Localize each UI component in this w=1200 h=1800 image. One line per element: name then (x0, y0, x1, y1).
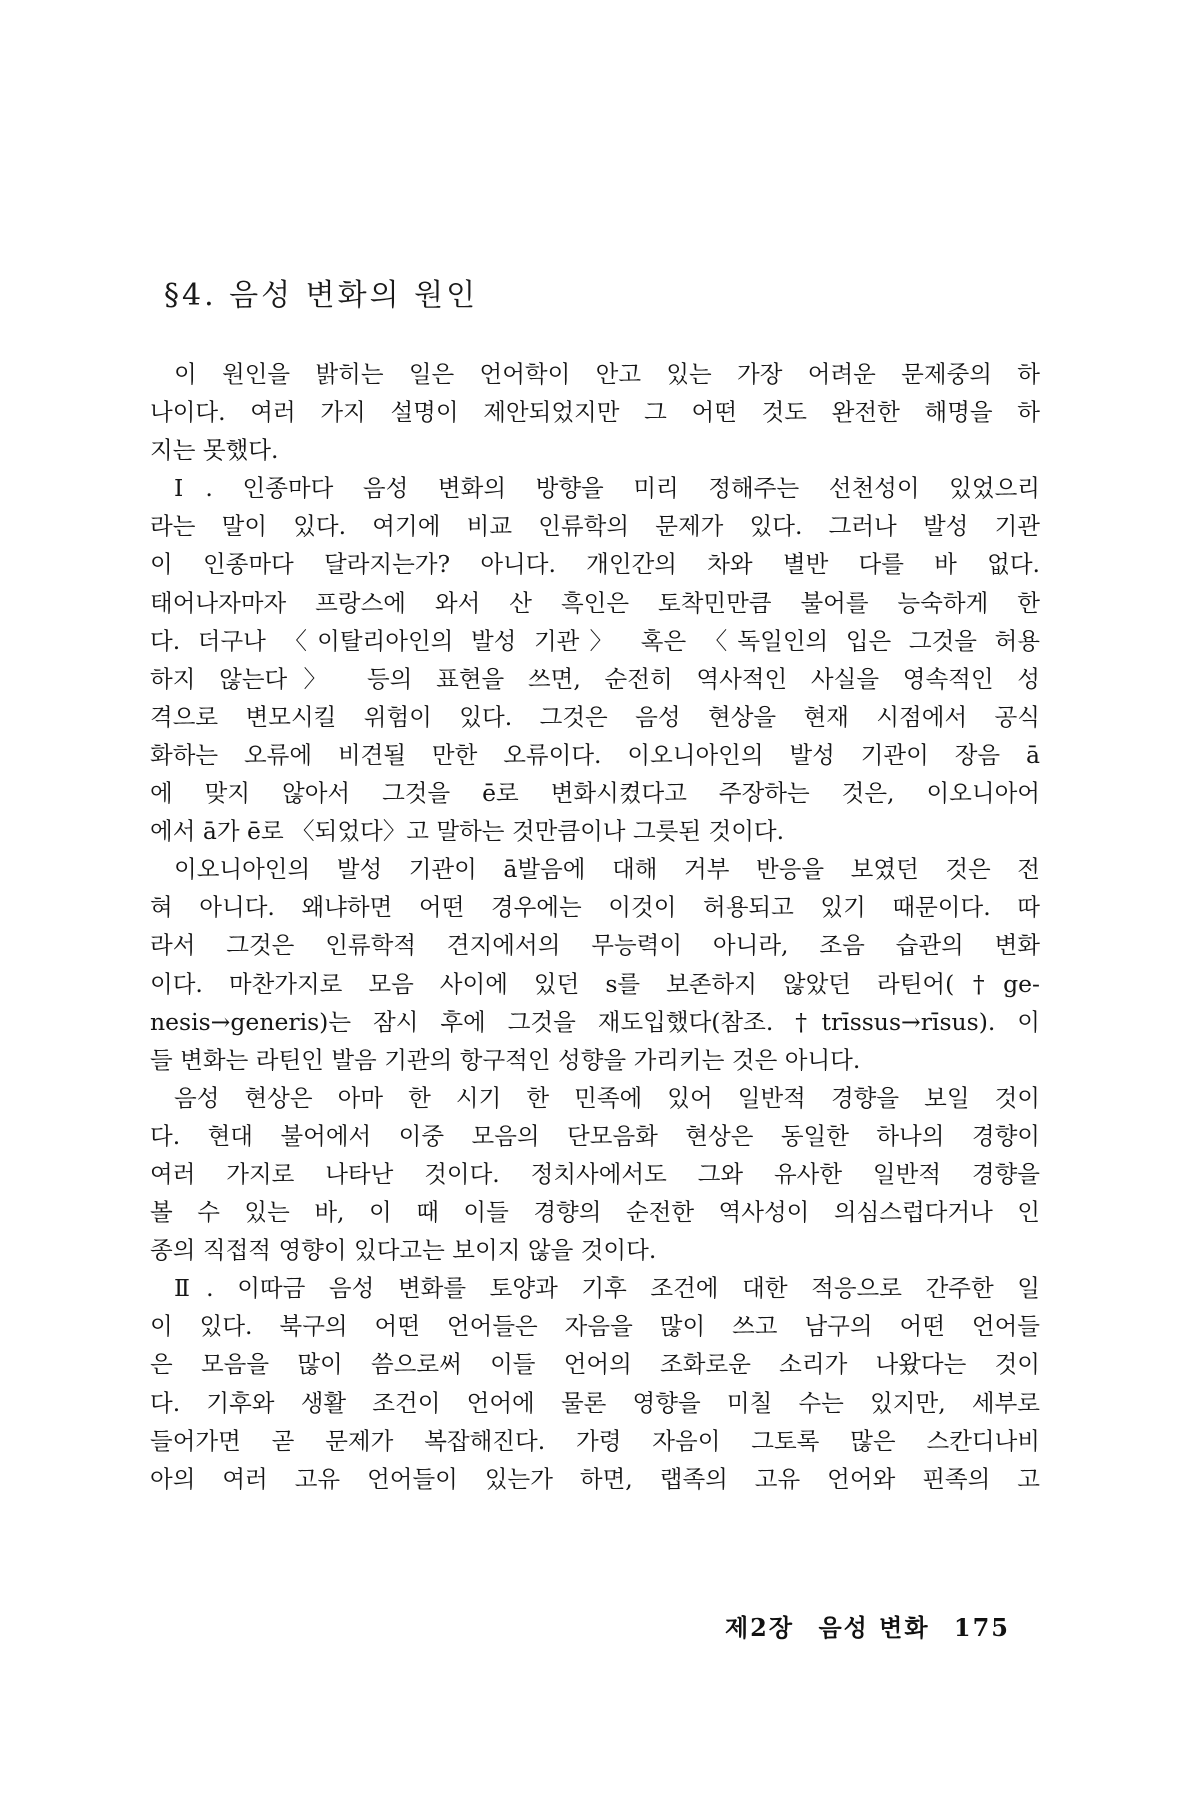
section-heading: §4. 음성 변화의 원인 (164, 278, 479, 313)
text-line: 다. 기후와 생활 조건이 언어에 물론 영향을 미칠 수는 있지만, 세부로 (150, 1388, 1040, 1417)
text-line: 라서 그것은 인류학적 견지에서의 무능력이 아니라, 조음 습관의 변화 (150, 931, 1040, 960)
text-line: 격으로 변모시킬 위험이 있다. 그것은 음성 현상을 현재 시점에서 공식 (150, 702, 1040, 731)
text-line: 하지 않는다〉 등의 표현을 쓰면, 순전히 역사적인 사실을 영속적인 성 (150, 664, 1040, 693)
body-text (150, 355, 1040, 1498)
text-line: 혀 아니다. 왜냐하면 어떤 경우에는 이것이 허용되고 있기 때문이다. 따 (150, 893, 1040, 922)
text-line: 들 변화는 라틴인 발음 기관의 항구적인 성향을 가리키는 것은 아니다. (150, 1045, 861, 1074)
text-line: Ⅰ. 인종마다 음성 변화의 방향을 미리 정해주는 선천성이 있었으리 (174, 474, 1040, 503)
page-footer (725, 1608, 1010, 1643)
text-line: 다. 더구나 〈이탈리아인의 발성 기관〉 혹은 〈독일인의 입은 그것을 허용 (150, 626, 1040, 655)
page-number: 175 (953, 1613, 1010, 1642)
text-line: 지는 못했다. (150, 436, 279, 465)
text-line: 이 원인을 밝히는 일은 언어학이 안고 있는 가장 어려운 문제중의 하 (174, 360, 1040, 388)
paragraph (150, 1079, 1040, 1269)
text-line: 아의 여러 고유 언어들이 있는가 하면, 랩족의 고유 언어와 핀족의 고 (150, 1464, 1040, 1493)
text-line: 이다. 마찬가지로 모음 사이에 있던 s를 보존하지 않았던 라틴어(†ge- (150, 969, 1040, 998)
paragraph (150, 469, 1040, 850)
paragraph (150, 1269, 1040, 1498)
text-line: 태어나자마자 프랑스에 와서 산 흑인은 토착민만큼 불어를 능숙하게 한 (150, 588, 1040, 617)
text-line: 에서 ā가 ē로 〈되었다〉고 말하는 것만큼이나 그릇된 것이다. (150, 817, 785, 846)
text-line: 나이다. 여러 가지 설명이 제안되었지만 그 어떤 것도 완전한 해명을 하 (150, 398, 1040, 427)
footer-chapter: 제2장 (725, 1613, 795, 1642)
text-line: 볼 수 있는 바, 이 때 이들 경향의 순전한 역사성이 의심스럽다거나 인 (150, 1198, 1040, 1227)
text-line: 에 맞지 않아서 그것을 ē로 변화시켰다고 주장하는 것은, 이오니아어 (150, 779, 1040, 808)
text-line: Ⅱ. 이따금 음성 변화를 토양과 기후 조건에 대한 적응으로 간주한 일 (174, 1274, 1040, 1303)
text-line: 화하는 오류에 비견될 만한 오류이다. 이오니아인의 발성 기관이 장음 ā (150, 740, 1040, 769)
text-line: 은 모음을 많이 씀으로써 이들 언어의 조화로운 소리가 나왔다는 것이 (150, 1350, 1040, 1379)
text-line: 이 있다. 북구의 어떤 언어들은 자음을 많이 쓰고 남구의 어떤 언어들 (150, 1312, 1040, 1341)
text-line: 라는 말이 있다. 여기에 비교 인류학의 문제가 있다. 그러나 발성 기관 (150, 512, 1040, 541)
text-line: 음성 현상은 아마 한 시기 한 민족에 있어 일반적 경향을 보일 것이 (174, 1083, 1040, 1112)
text-line: nesis→generis)는 잠시 후에 그것을 재도입했다(참조. †trīssus→rīsus). 이 (150, 1007, 1040, 1036)
text-line: 종의 직접적 영향이 있다고는 보이지 않을 것이다. (150, 1236, 657, 1265)
text-line: 다. 현대 불어에서 이중 모음의 단모음화 현상은 동일한 하나의 경향이 (150, 1121, 1040, 1150)
text-line: 들어가면 곧 문제가 복잡해진다. 가령 자음이 그토록 많은 스칸디나비 (150, 1426, 1040, 1455)
text-line: 이오니아인의 발성 기관이 ā발음에 대해 거부 반응을 보였던 것은 전 (174, 855, 1040, 884)
paragraph (150, 850, 1040, 1079)
text-line: 여러 가지로 나타난 것이다. 정치사에서도 그와 유사한 일반적 경향을 (150, 1159, 1040, 1188)
text-line: 이 인종마다 달라지는가? 아니다. 개인간의 차와 별반 다를 바 없다. (150, 550, 1040, 579)
paragraph (150, 355, 1040, 469)
footer-section-title: 음성 변화 (818, 1613, 930, 1642)
